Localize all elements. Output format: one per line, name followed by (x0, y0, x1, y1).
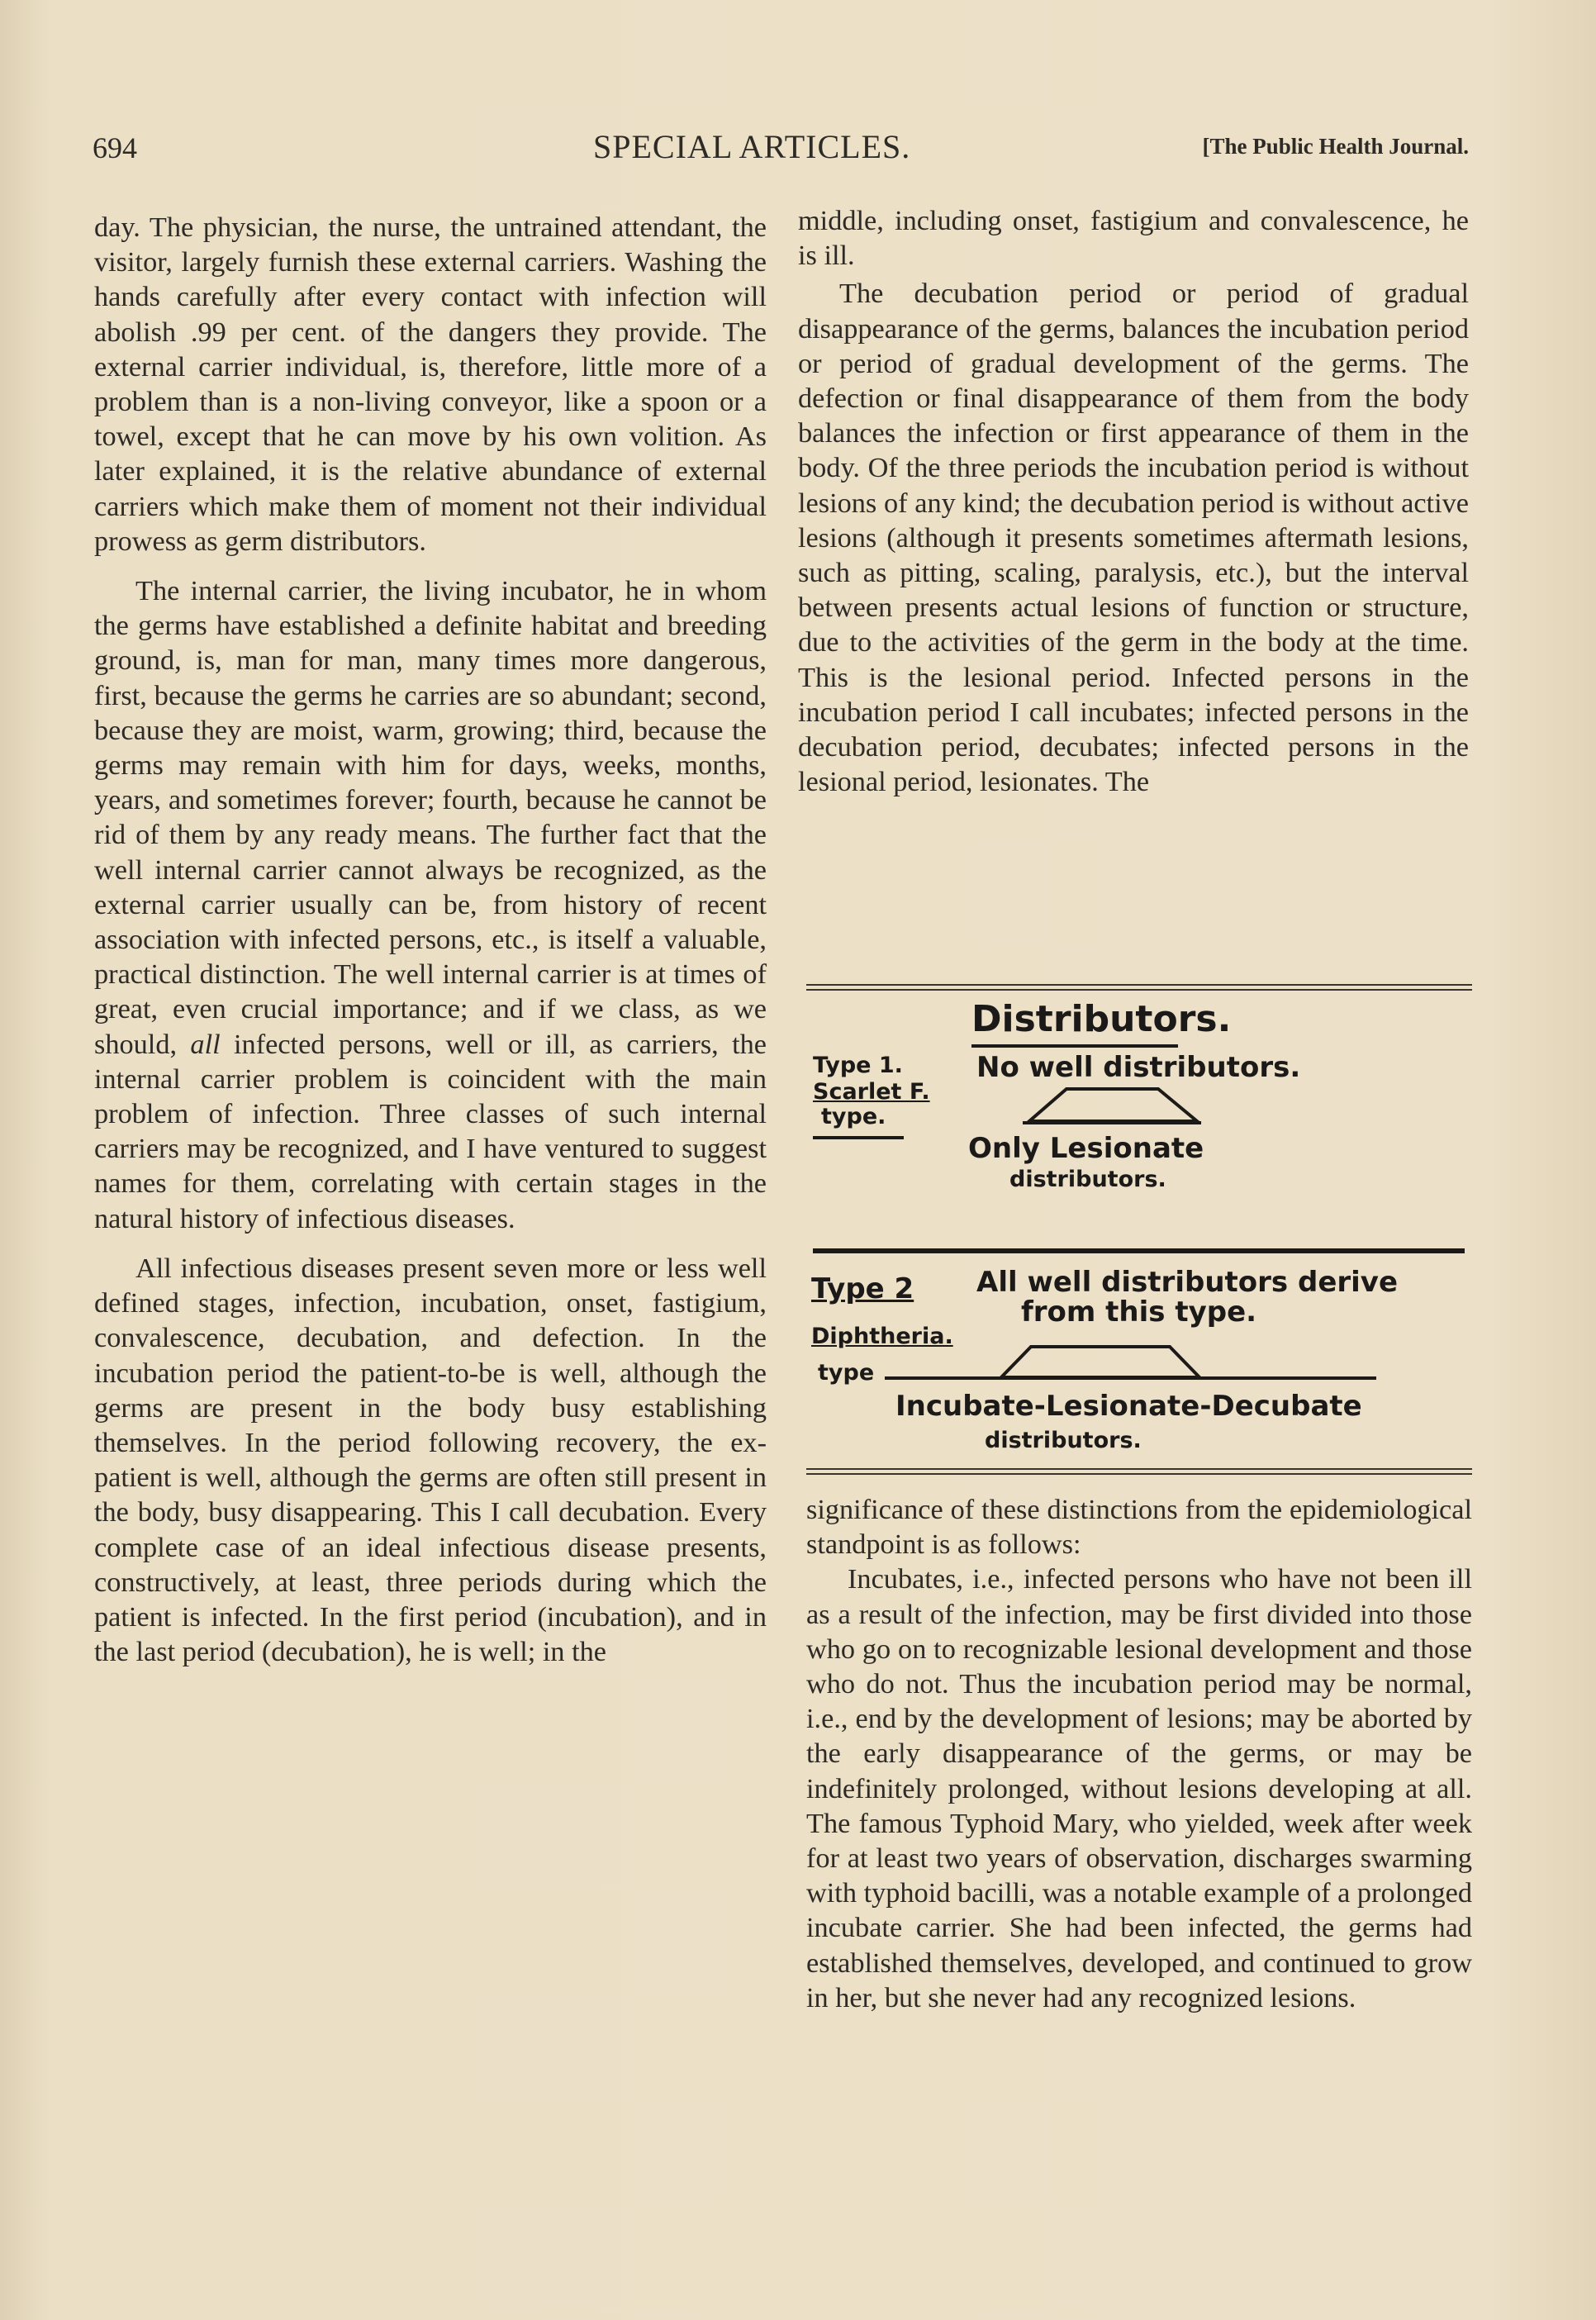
page-number: 694 (93, 131, 137, 164)
section-title: SPECIAL ARTICLES. (593, 128, 911, 165)
type2-note-b: distributors. (985, 1428, 1142, 1453)
type1-type: type. (821, 1104, 886, 1129)
paragraph-text: The internal carrier, the living incubator, he in whom the germs have established a definite habitat and breeding ground, is, man for man, many times more dangerous, first, because the germs he carries are so abundant; second, because they are moist, warm, growing; third, because the germs may remain with him for days, weeks, months, years, and sometimes forever; fourth, because he cannot be rid of them by any ready means. The further fact that the well internal carrier cannot always be recognized, as the external carrier usually can be, from history of recent association with infected persons, etc., is itself a valuable, practical distinction. The well internal carrier is at times of great, even crucial importance; and if we class, as we should, (94, 575, 767, 1060)
type2-type: type (818, 1360, 875, 1386)
paragraph: All infectious diseases present seven more or less well defined stages, infection, incubation, onset, fastigium, convalescence, decubation, and defection. In the incubation period the patient-to-be is well, although the germs are present in the body busy establishing themselves. In the period following recovery, the ex-patient is well, although the germs are often still present in the body, busy disappearing. This I call decubation. Every complete case of an ideal infectious disease presents, constructively, at least, three periods during which the patient is infected. In the first period (incubation), and in the last period (decubation), he is well; in the (94, 1252, 767, 1668)
type2-caption-a: All well distributors derive (976, 1266, 1399, 1299)
paragraph: significance of these distinctions from the epidemiological standpoint is as follows: (806, 1494, 1472, 1561)
type1-disease: Scarlet F. (813, 1079, 930, 1105)
distributors-diagram (806, 983, 1472, 1479)
emphasis: all (190, 1028, 221, 1060)
diagram-title: Distributors. (971, 998, 1232, 1040)
type2-trapezoid (1001, 1347, 1199, 1377)
journal-name: [The Public Health Journal. (1202, 134, 1469, 159)
running-header (93, 128, 1469, 165)
type1-note-a: Only Lesionate (968, 1132, 1204, 1165)
paragraph (94, 573, 767, 1236)
paragraph: day. The physician, the nurse, the untrained attendant, the visitor, largely furnish these external carriers. Washing the hands carefully after every contact with infection will abolish .99 per cent. of the dangers they provide. The external carrier individual, is, therefore, little more of a problem than is a non-living conveyor, like a spoon or a towel, except that he can move by his own volition. As later explained, it is the relative abundance of external carriers which make them of moment not their individual prowess as germ distributors. (94, 212, 767, 557)
type2-disease: Diphtheria. (811, 1324, 953, 1349)
right-column-bottom (806, 1492, 1472, 2015)
paragraph: The decubation period or period of gradual disappearance of the germs, balances the incubation period or period of gradual development of the germs. The defection or final disappearance of them from the body balances the infection or first appearance of them in the body. Of the three periods the incubation period is without lesions of any kind; the decubation period is without active lesions (although it presents sometimes aftermath lesions, such as pitting, scaling, paralysis, etc.), but the interval between presents actual lesions of function or structure, due to the activities of the germ in the body at the time. This is the lesional period. Infected persons in the incubation period I call incubates; infected persons in the decubation period, decubates; infected persons in the lesional period, lesionates. The (798, 278, 1469, 798)
left-column (94, 210, 767, 1669)
double-rule-bottom (806, 1467, 1472, 1477)
type1-label: Type 1. (813, 1053, 903, 1078)
type2-label: Type 2 (811, 1272, 914, 1305)
type1-note-b: distributors. (1009, 1167, 1166, 1192)
paragraph: middle, including onset, fastigium and convalescence, he is ill. (798, 205, 1469, 272)
type2-caption-b: from this type. (1021, 1295, 1257, 1329)
type1-caption: No well distributors. (976, 1051, 1301, 1084)
right-column-top (798, 203, 1469, 799)
paragraph: Incubates, i.e., infected persons who have not been ill as a result of the infection, may be first divided into those who go on to recognizable lesional development and those who do not. Thus the incubation period may be normal, i.e., end by the development of lesions; may be aborted by the early disappearance of the germs, or may be indefinitely prolonged, without lesions developing at all. The famous Typhoid Mary, who yielded, week after week for at least two years of observation, discharges swarming with typhoid bacilli, was a notable example of a prolonged incubate carrier. She had been infected, the germs had established themselves, developed, and continued to grow in her, but she never had any recognized lesions. (806, 1563, 1472, 2013)
type1-trapezoid (1029, 1089, 1197, 1121)
type2-note-a: Incubate-Lesionate-Decubate (895, 1390, 1362, 1423)
paragraph-text: infected persons, well or ill, as carriers, the internal carrier problem is coincident with the main problem of infection. Three classes of such internal carriers may be recognized, and I have ventured to suggest names for them, correlating with certain stages in the natural history of infectious diseases. (94, 1028, 767, 1234)
